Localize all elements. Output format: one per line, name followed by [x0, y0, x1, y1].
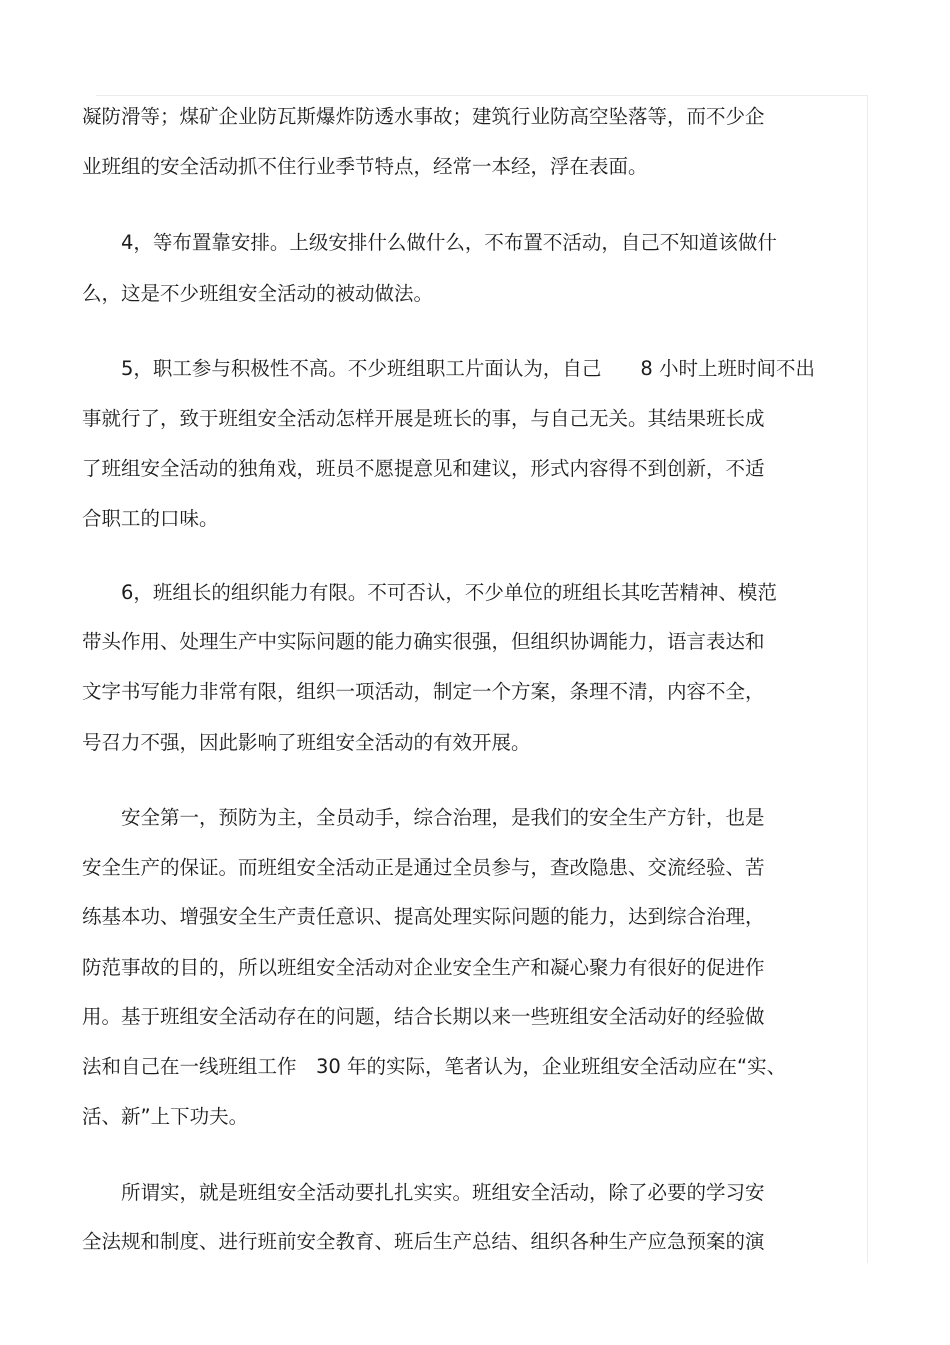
page-edge-right [867, 95, 868, 1263]
text-line: 全法规和制度、进行班前安全教育、班后生产总结、组织各种生产应急预案的演 [82, 1230, 765, 1253]
text-line: 安全第一，预防为主，全员动手，综合治理，是我们的安全生产方针，也是 [121, 806, 765, 829]
text-line: 5，职工参与积极性不高。不少班组职工片面认为，自己 8 小时上班时间不出 [121, 357, 816, 380]
text-line: 所谓实，就是班组安全活动要扎扎实实。班组安全活动，除了必要的学习安 [121, 1181, 765, 1204]
text-line: 练基本功、增强安全生产责任意识、提高处理实际问题的能力，达到综合治理， [82, 905, 765, 928]
text-line: 6，班组长的组织能力有限。不可否认，不少单位的班组长其吃苦精神、模范 [121, 581, 777, 604]
text-line: 用。基于班组安全活动存在的问题，结合长期以来一些班组安全活动好的经验做 [82, 1005, 765, 1028]
text-line: 安全生产的保证。而班组安全活动正是通过全员参与，查改隐患、交流经验、苦 [82, 856, 765, 879]
text-line: 带头作用、处理生产中实际问题的能力确实很强，但组织协调能力，语言表达和 [82, 630, 765, 653]
text-line: 么，这是不少班组安全活动的被动做法。 [82, 282, 434, 305]
text-line: 4，等布置靠安排。上级安排什么做什么，不布置不活动，自己不知道该做什 [121, 231, 777, 254]
text-line: 合职工的口味。 [82, 507, 219, 530]
text-line: 号召力不强，因此影响了班组安全活动的有效开展。 [82, 731, 531, 754]
text-line: 活、新”上下功夫。 [82, 1105, 249, 1128]
text-line: 凝防滑等；煤矿企业防瓦斯爆炸防透水事故；建筑行业防高空坠落等，而不少企 [82, 105, 765, 128]
page-edge-top [96, 95, 868, 96]
text-line: 事就行了，致于班组安全活动怎样开展是班长的事，与自己无关。其结果班长成 [82, 407, 765, 430]
text-line: 业班组的安全活动抓不住行业季节特点，经常一本经，浮在表面。 [82, 155, 648, 178]
text-line: 文字书写能力非常有限，组织一项活动，制定一个方案，条理不清，内容不全， [82, 680, 765, 703]
text-line: 法和自己在一线班组工作 30 年的实际，笔者认为，企业班组安全活动应在“实、 [82, 1055, 787, 1078]
text-line: 防范事故的目的，所以班组安全活动对企业安全生产和凝心聚力有很好的促进作 [82, 956, 765, 979]
text-line: 了班组安全活动的独角戏，班员不愿提意见和建议，形式内容得不到创新，不适 [82, 457, 765, 480]
